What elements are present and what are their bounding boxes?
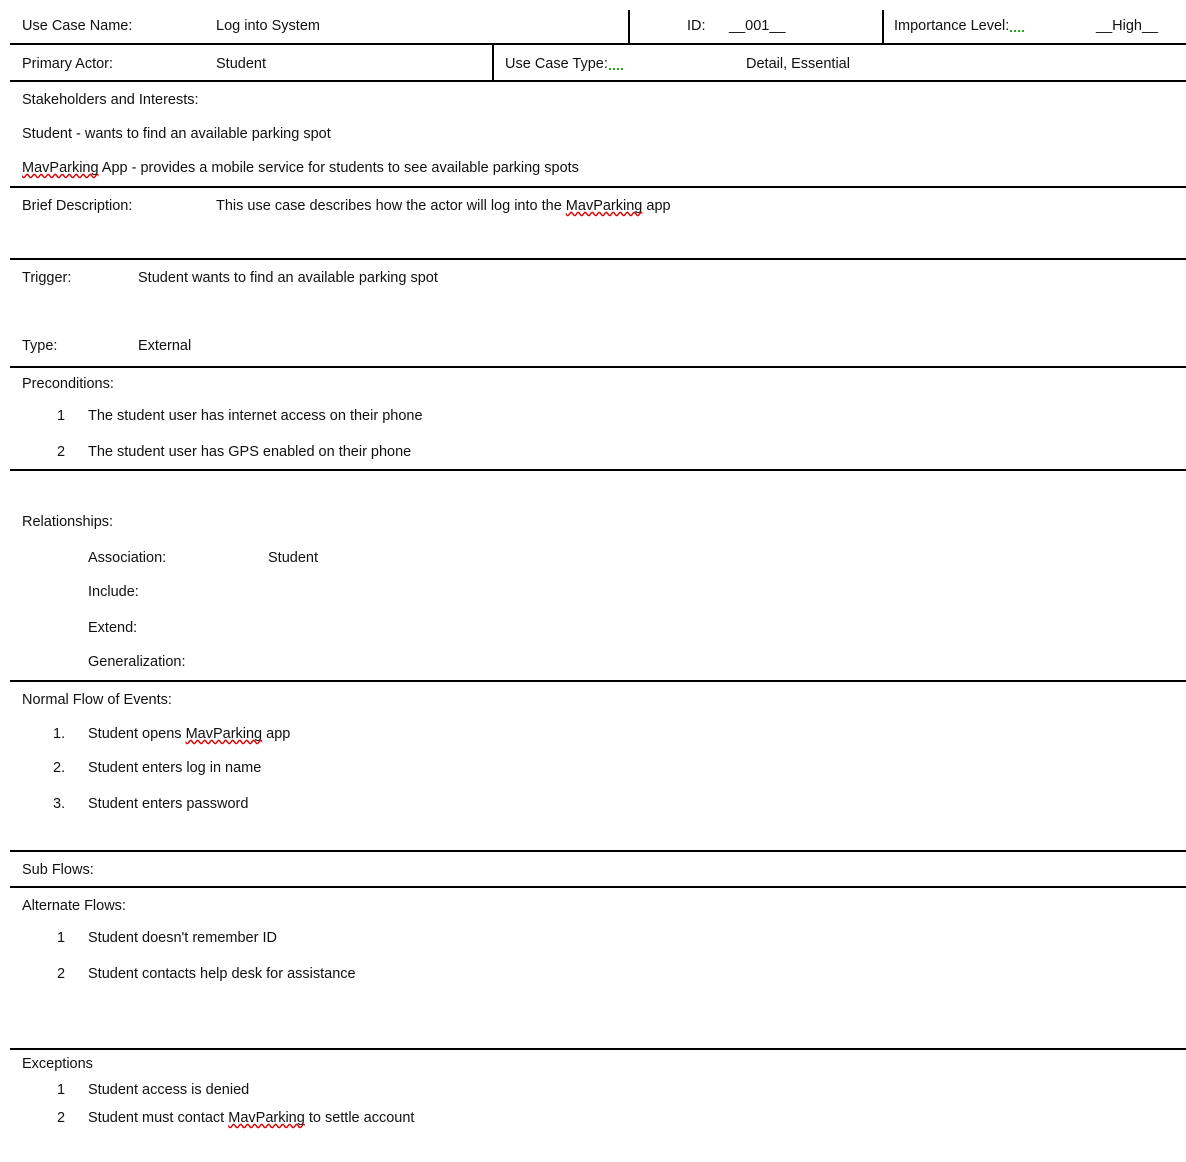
column-divider bbox=[492, 44, 494, 81]
list-item bbox=[88, 725, 290, 743]
type-value: External bbox=[138, 338, 192, 354]
description-before: This use case describes how the actor will log into the bbox=[216, 198, 566, 214]
type-label: Type: bbox=[22, 338, 58, 354]
row-divider bbox=[10, 1048, 1186, 1050]
description-after: app bbox=[642, 198, 671, 214]
use-case-type-label-text: Use Case Type: bbox=[505, 56, 608, 72]
column-divider bbox=[628, 10, 630, 44]
importance-value: __High__ bbox=[1096, 18, 1159, 34]
list-item: Student enters log in name bbox=[88, 760, 262, 776]
list-number: 1 bbox=[57, 930, 66, 946]
row-divider bbox=[10, 43, 1186, 45]
row-divider bbox=[10, 186, 1186, 188]
include-label: Include: bbox=[88, 584, 139, 600]
list-item: Student doesn't remember ID bbox=[88, 930, 277, 946]
list-item: Student enters password bbox=[88, 796, 249, 812]
list-item bbox=[88, 1109, 414, 1127]
use-case-type-label bbox=[505, 55, 623, 73]
row-divider bbox=[10, 850, 1186, 852]
item-app: MavParking bbox=[228, 1110, 305, 1126]
id-value: __001__ bbox=[729, 18, 786, 34]
grammar-mark bbox=[609, 68, 623, 70]
row-divider bbox=[10, 258, 1186, 260]
list-number: 2. bbox=[53, 760, 66, 776]
item-text: Student must contact bbox=[88, 1110, 229, 1126]
preconditions-label: Preconditions: bbox=[22, 376, 114, 392]
relationships-label: Relationships: bbox=[22, 514, 114, 530]
description-text bbox=[216, 197, 671, 215]
list-number: 3. bbox=[53, 796, 66, 812]
stakeholder-text: App - provides a mobile service for students to see available parking spots bbox=[98, 160, 579, 176]
trigger-label: Trigger: bbox=[22, 270, 72, 286]
alternate-flows-label: Alternate Flows: bbox=[22, 898, 126, 914]
primary-actor-label: Primary Actor: bbox=[22, 56, 114, 72]
list-item: Student contacts help desk for assistance bbox=[88, 966, 356, 982]
list-item: The student user has internet access on their phone bbox=[88, 408, 423, 424]
list-number: 1. bbox=[53, 726, 66, 742]
use-case-name: Log into System bbox=[216, 18, 320, 34]
item-text-after: app bbox=[262, 726, 291, 742]
list-number: 2 bbox=[57, 1110, 66, 1126]
association-value: Student bbox=[268, 550, 318, 566]
list-item: The student user has GPS enabled on their phone bbox=[88, 444, 412, 460]
stakeholder-text: - wants to find an available parking spot bbox=[72, 126, 331, 142]
description-label: Brief Description: bbox=[22, 198, 133, 214]
grammar-mark bbox=[1010, 30, 1024, 32]
normal-flow-label: Normal Flow of Events: bbox=[22, 692, 172, 708]
row-divider bbox=[10, 680, 1186, 682]
list-number: 2 bbox=[57, 444, 66, 460]
item-app: MavParking bbox=[185, 726, 263, 742]
importance-label-text: Importance Level: bbox=[894, 18, 1010, 34]
stakeholder-item bbox=[22, 159, 579, 177]
list-number: 2 bbox=[57, 966, 66, 982]
list-number: 1 bbox=[57, 1082, 66, 1098]
stakeholder-name: Student bbox=[22, 126, 72, 142]
item-text: Student opens bbox=[88, 726, 186, 742]
association-label: Association: bbox=[88, 550, 167, 566]
generalization-label: Generalization: bbox=[88, 654, 186, 670]
trigger-text: Student wants to find an available parking spot bbox=[138, 270, 438, 286]
description-app: MavParking bbox=[565, 198, 643, 214]
row-divider bbox=[10, 469, 1186, 471]
row-divider bbox=[10, 886, 1186, 888]
list-number: 1 bbox=[57, 408, 66, 424]
use-case-name-label: Use Case Name: bbox=[22, 18, 133, 34]
item-text-after: to settle account bbox=[304, 1110, 415, 1126]
column-divider bbox=[882, 10, 884, 44]
stakeholder-name: MavParking bbox=[22, 160, 99, 176]
primary-actor: Student bbox=[216, 56, 266, 72]
sub-flows-label: Sub Flows: bbox=[22, 862, 94, 878]
list-item: Student access is denied bbox=[88, 1082, 250, 1098]
stakeholder-item bbox=[22, 125, 331, 143]
exceptions-label: Exceptions bbox=[22, 1056, 93, 1072]
id-label: ID: bbox=[687, 18, 706, 34]
stakeholders-label: Stakeholders and Interests: bbox=[22, 92, 199, 108]
row-divider bbox=[10, 80, 1186, 82]
use-case-type: Detail, Essential bbox=[746, 56, 850, 72]
extend-label: Extend: bbox=[88, 620, 138, 636]
importance-label bbox=[894, 17, 1024, 35]
row-divider bbox=[10, 366, 1186, 368]
